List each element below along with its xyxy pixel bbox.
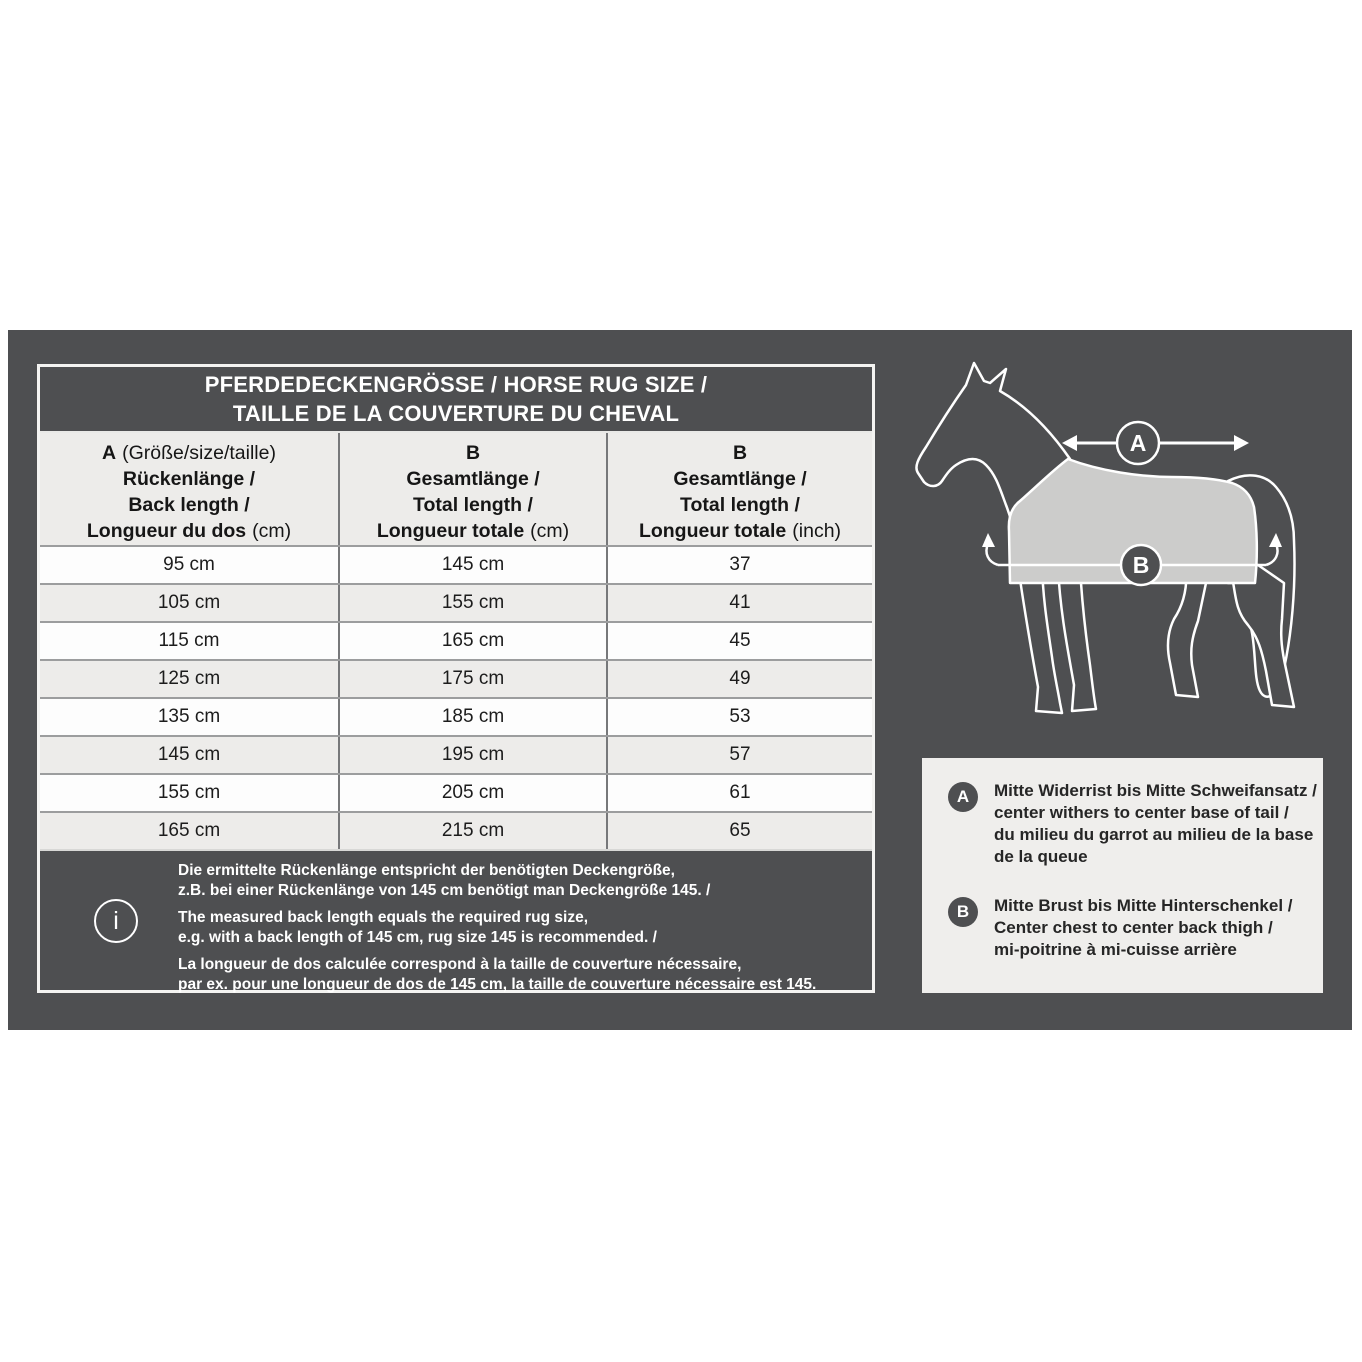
cell-total-cm: 155 cm [338, 585, 606, 621]
cell-total-inch: 61 [606, 775, 872, 811]
note-english: The measured back length equals the required rug size, e.g. with a back length of 145 cm, rug size 145 is recommended. / [178, 909, 657, 946]
dark-panel [8, 330, 1352, 1030]
cell-total-cm: 185 cm [338, 699, 606, 735]
legend-badge-a: A [948, 782, 978, 812]
marker-a-letter: A [1129, 430, 1147, 456]
horse-front-far-leg [1058, 567, 1096, 711]
measurement-legend [922, 758, 1323, 993]
measure-b-arrowhead-left [982, 533, 995, 547]
cell-back-length: 105 cm [157, 592, 221, 613]
cell-back-length: 165 cm [157, 820, 221, 841]
table-row [40, 811, 872, 849]
horse-diagram-svg [900, 355, 1340, 745]
table-row [40, 659, 872, 697]
marker-a [1117, 422, 1159, 464]
column-header-total-length-inch: B Gesamtlänge / Total length / Longueur totale (inch) [606, 433, 872, 545]
table-row [40, 583, 872, 621]
horse-hind-far-leg [1168, 567, 1206, 697]
size-table [37, 364, 875, 993]
cell-total-cm: 175 cm [338, 661, 606, 697]
cell-total-cm: 215 cm [338, 813, 606, 849]
horse-front-near-leg [1018, 565, 1062, 713]
legend-entry-b [948, 895, 1323, 961]
table-column-headers [40, 433, 872, 545]
note-french: La longueur de dos calculée correspond à la taille de couverture nécessaire, par ex. pour une longueur de dos de 145 cm, la taille de couverture nécessaire est 145. [178, 956, 817, 993]
cell-back-length: 135 cm [157, 706, 221, 727]
table-row [40, 621, 872, 659]
cell-total-inch: 45 [606, 623, 872, 659]
table-row [40, 697, 872, 735]
table-title-line1: PFERDEDECKENGRÖSSE / HORSE RUG SIZE / [204, 372, 708, 397]
table-title [40, 367, 872, 433]
table-row [40, 545, 872, 583]
cell-total-inch: 65 [606, 813, 872, 849]
cell-total-cm: 205 cm [338, 775, 606, 811]
note-german: Die ermittelte Rückenlänge entspricht der benötigten Deckengröße, z.B. bei einer Rückenlänge von 145 cm benötigt man Deckengröße 145. / [178, 862, 711, 899]
cell-back-length: 155 cm [157, 782, 221, 803]
column-header-total-length-cm: B Gesamtlänge / Total length / Longueur totale (cm) [338, 433, 606, 545]
cell-total-inch: 53 [606, 699, 872, 735]
horse-measurement-diagram [900, 355, 1340, 745]
cell-total-inch: 41 [606, 585, 872, 621]
cell-total-inch: 49 [606, 661, 872, 697]
column-header-back-length: A (Größe/size/taille) Rückenlänge / Back length / Longueur du dos (cm) [86, 442, 292, 542]
cell-total-inch: 37 [606, 547, 872, 583]
legend-entry-a [948, 780, 1323, 868]
cell-total-cm: 165 cm [338, 623, 606, 659]
cell-back-length: 145 cm [157, 744, 221, 765]
marker-b [1121, 545, 1161, 585]
cell-total-inch: 57 [606, 737, 872, 773]
cell-back-length: 115 cm [158, 630, 220, 651]
table-title-line2: TAILLE DE LA COUVERTURE DU CHEVAL [232, 401, 680, 426]
table-row [40, 773, 872, 811]
cell-total-cm: 145 cm [338, 547, 606, 583]
marker-b-letter: B [1132, 552, 1150, 578]
note-text [178, 851, 872, 995]
cell-total-cm: 195 cm [338, 737, 606, 773]
cell-back-length: 125 cm [157, 668, 221, 689]
table-row [40, 735, 872, 773]
legend-badge-b: B [948, 897, 978, 927]
legend-text-a: Mitte Widerrist bis Mitte Schweifansatz / center withers to center base of tail / du milieu du garrot au milieu de la base de la queue [994, 781, 1317, 866]
cell-back-length: 95 cm [163, 554, 215, 575]
info-icon: i [94, 899, 138, 943]
measurement-note [40, 849, 872, 993]
legend-text-b: Mitte Brust bis Mitte Hinterschenkel / Center chest to center back thigh / mi-poitrine à mi-cuisse arrière [994, 896, 1293, 959]
